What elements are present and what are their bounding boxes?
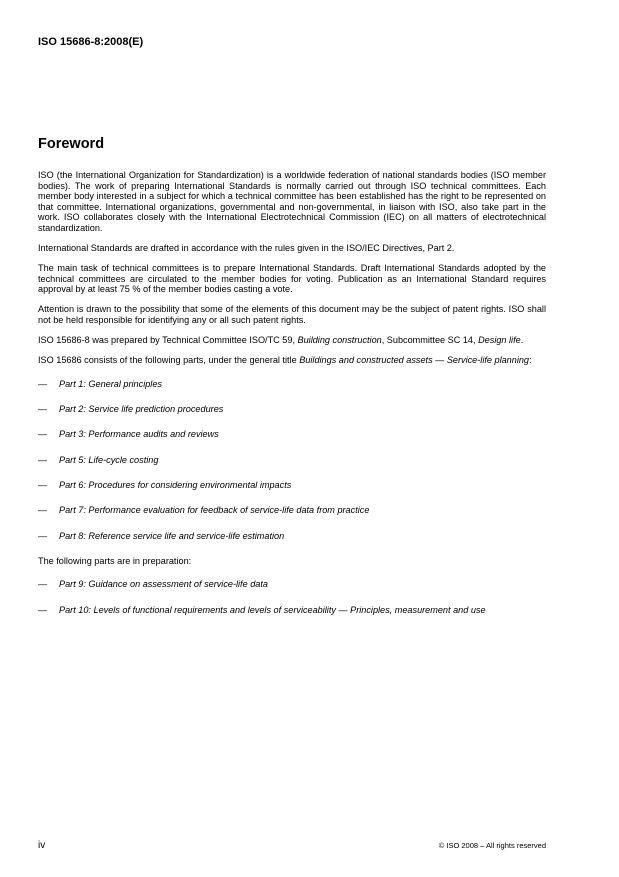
part-title: Part 6: Procedures for considering environmental impacts xyxy=(59,480,292,490)
part-title: Part 3: Performance audits and reviews xyxy=(59,429,219,440)
paragraph-in-preparation: The following parts are in preparation: xyxy=(38,555,192,566)
part-title: Part 5: Life-cycle costing xyxy=(59,454,159,465)
paragraph-prepared-by xyxy=(38,335,546,346)
part-title: Part 9: Guidance on assessment of service-life data xyxy=(59,579,268,590)
subcommittee-name: Design life xyxy=(478,335,521,346)
prepared-by-text: ISO 15686-8 was prepared by Technical Committee ISO/TC 59, xyxy=(38,335,298,346)
copyright-notice: © ISO 2008 – All rights reserved xyxy=(438,841,546,850)
dash-marker: — xyxy=(38,505,48,516)
part-title: Part 10: Levels of functional requirements and levels of serviceability — Principles, measurement and use xyxy=(59,604,486,615)
dash-marker: — xyxy=(38,454,48,465)
paragraph-iso-intro: ISO (the International Organization for Standardization) is a worldwide federation of national standards bodies (ISO member bodies). The work of preparing International Standards is normally carried out through ISO technical committees. Each member body interested in a subject for which a technical committee has been established has the right to be represented on that committee. International organizations, governmental and non-governmental, in liaison with ISO, also take part in the work. ISO collaborates closely with the International Electrotechnical Commission (IEC) on all matters of electrotechnical standardization. xyxy=(38,170,546,233)
paragraph-directives: International Standards are drafted in accordance with the rules given in the ISO/IEC Directives, Part 2. xyxy=(38,243,455,254)
part-title: Part 1: General principles xyxy=(59,378,162,389)
foreword-body xyxy=(38,170,546,630)
list-item xyxy=(38,480,546,505)
general-title: Buildings and constructed assets — Service-life planning xyxy=(299,355,530,366)
prepared-by-post: . xyxy=(520,335,524,346)
parts-in-preparation-list xyxy=(38,579,546,630)
dash-marker: — xyxy=(38,579,48,590)
list-item xyxy=(38,605,546,630)
paragraph-parts-intro xyxy=(38,355,546,366)
document-id: ISO 15686-8:2008(E) xyxy=(38,36,144,48)
list-item xyxy=(38,531,546,556)
list-item xyxy=(38,404,546,429)
parts-list xyxy=(38,379,546,556)
list-item xyxy=(38,455,546,480)
dash-marker: — xyxy=(38,604,48,615)
paragraph-main-task: The main task of technical committees is to prepare International Standards. Draft International Standards adopted by the technical committees are circulated to the member bodies for voting. Publication as an International Standard requires approval by at least 75 % of the member bodies casting a vote. xyxy=(38,263,546,295)
dash-marker: — xyxy=(38,480,48,490)
paragraph-patent: Attention is drawn to the possibility that some of the elements of this document may be the subject of patent rights. ISO shall not be held responsible for identifying any or all such patent rights. xyxy=(38,304,546,326)
parts-intro-text: ISO 15686 consists of the following parts, under the general title xyxy=(38,355,300,366)
list-item xyxy=(38,505,546,530)
part-title: Part 7: Performance evaluation for feedback of service-life data from practice xyxy=(59,505,370,516)
dash-marker: — xyxy=(38,404,48,415)
dash-marker: — xyxy=(38,378,48,389)
part-title: Part 8: Reference service life and service-life estimation xyxy=(59,530,285,541)
list-item xyxy=(38,429,546,454)
committee-name: Building construction xyxy=(297,335,382,346)
dash-marker: — xyxy=(38,530,48,541)
parts-intro-post: : xyxy=(529,355,532,366)
part-title: Part 2: Service life prediction procedures xyxy=(59,404,224,415)
dash-marker: — xyxy=(38,429,48,440)
page-title: Foreword xyxy=(38,136,105,152)
prepared-by-mid: , Subcommittee SC 14, xyxy=(381,335,479,346)
list-item xyxy=(38,379,546,404)
page-number: iv xyxy=(38,840,46,851)
list-item xyxy=(38,579,546,604)
